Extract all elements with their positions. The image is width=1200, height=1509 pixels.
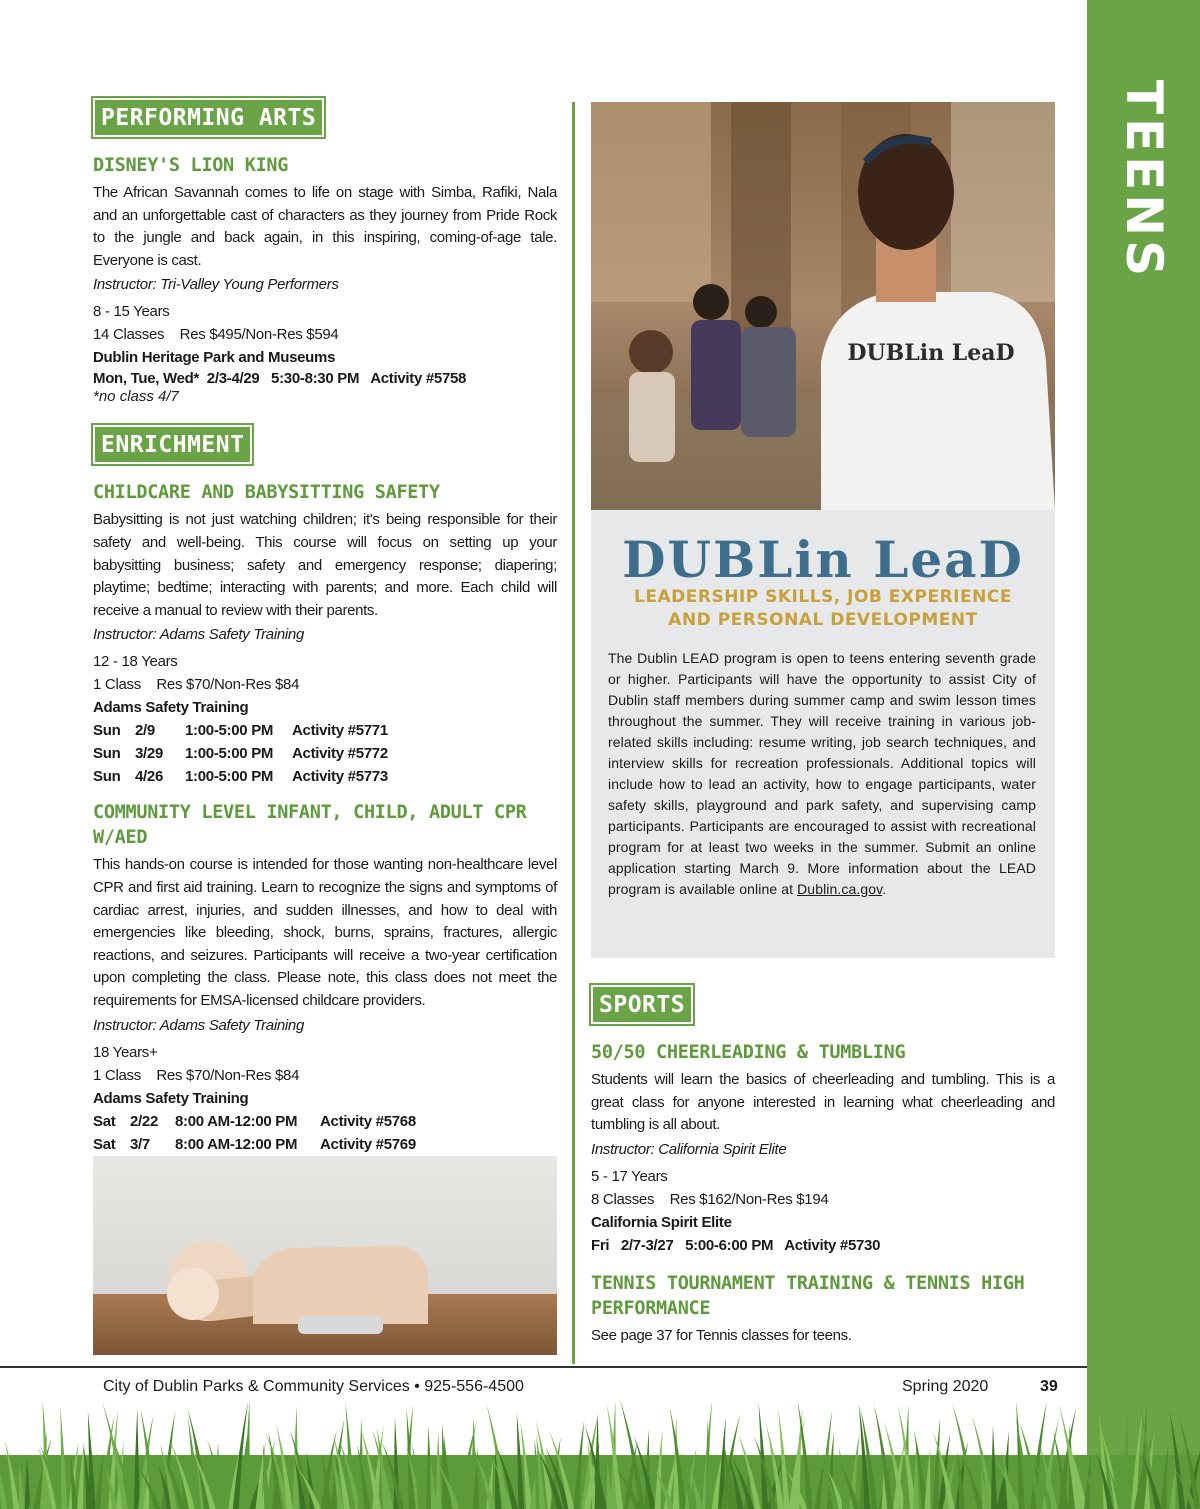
course-location: Adams Safety Training — [93, 699, 249, 717]
course-ages: 12 - 18 Years — [93, 653, 178, 671]
course-title-tennis: TENNIS TOURNAMENT TRAINING & TENNIS HIGH PERFORMANCE — [591, 1272, 1025, 1319]
course-title-cheerleading: 50/50 CHEERLEADING & TUMBLING — [591, 1042, 906, 1063]
column-divider — [572, 102, 575, 1364]
course-pricing: 14 Classes Res $495/Non-Res $594 — [93, 326, 339, 344]
cpr-mannequin-photo — [93, 1156, 557, 1355]
right-column-sports — [591, 985, 1055, 1347]
course-instructor: Instructor: Tri-Valley Young Performers — [93, 276, 339, 294]
section-performing-arts: PERFORMING ARTS — [93, 98, 324, 137]
course-description: Students will learn the basics of cheerleading and tumbling. This is a great class for anyone interested in learning what cheerleading and tumbling is all about. — [591, 1071, 1055, 1134]
lead-description: The Dublin LEAD program is open to teens entering seventh grade or higher. Participants will have the opportunity to assist City of Dublin staff members during summer camp and swim lesson times throughout the summer. They will receive training in various job-related skills including: resume writing, job search techniques, and interview skills for recreation professionals. Additional topics will include how to lead an activity, how to engage participants, water safety skills, playground and park safety, and supervising camp participants. Participants are encouraged to assist with recreational program for at least two weeks in the summer. Submit an online application starting March 9. More information about the LEAD program is available online at Dublin.ca.gov. — [608, 650, 1036, 897]
footer-season: Spring 2020 — [902, 1378, 989, 1395]
footer-rule — [0, 1366, 1087, 1368]
course-pricing: 1 Class Res $70/Non-Res $84 — [93, 1066, 300, 1084]
grass-decoration — [0, 1395, 1200, 1509]
course-instructor: Instructor: Adams Safety Training — [93, 626, 305, 644]
shirt-text: DUBLin LeaD — [847, 340, 1015, 366]
course-description: Babysitting is not just watching children; it's being responsible for their safety and well-being. This course will focus on setting up your babysitting business; safety and emergency response; diapering; playtime; bedtime; interacting with parents; and more. Each child will receive a manual to review with their parents. — [93, 511, 557, 619]
course-title-babysitting: CHILDCARE AND BABYSITTING SAFETY — [93, 482, 440, 504]
session-row: Sun 4/26 1:00-5:00 PM Activity #5773 — [93, 768, 388, 786]
dublin-lead-photo — [591, 102, 1055, 510]
footer-page-number: 39 — [1040, 1378, 1058, 1395]
session-row: Sun 3/29 1:00-5:00 PM Activity #5772 — [93, 745, 388, 763]
sidebar-label: TEENS — [1114, 79, 1173, 281]
course-instructor: Instructor: California Spirit Elite — [591, 1140, 787, 1158]
course-location: Adams Safety Training — [93, 1089, 249, 1107]
session-row: Sun 2/9 1:00-5:00 PM Activity #5771 — [93, 722, 388, 740]
course-ages: 8 - 15 Years — [93, 303, 170, 321]
course-instructor: Instructor: Adams Safety Training — [93, 1016, 305, 1034]
course-location: Dublin Heritage Park and Museums — [93, 349, 336, 367]
lead-subtitle: LEADERSHIP SKILLS, JOB EXPERIENCE AND PERSONAL DEVELOPMENT — [634, 587, 1012, 630]
session-row: Sat 2/22 8:00 AM-12:00 PM Activity #5768 — [93, 1112, 416, 1130]
course-description: The African Savannah comes to life on stage with Simba, Rafiki, Nala and an unforgettable cast of characters as they journey from Pride Rock to the jungle and back again, in this inspiring, coming-of-age tale. Everyone is cast. — [93, 184, 557, 269]
section-sports: SPORTS — [591, 985, 693, 1024]
course-pricing: 8 Classes Res $162/Non-Res $194 — [591, 1190, 829, 1208]
course-description: See page 37 for Tennis classes for teens. — [591, 1326, 852, 1344]
lead-link[interactable]: Dublin.ca.gov — [797, 881, 883, 897]
dublin-lead-box — [591, 510, 1055, 958]
lead-title: DUBLin LeaD — [622, 530, 1024, 589]
course-location: California Spirit Elite — [591, 1213, 732, 1231]
course-schedule: Fri 2/7-3/27 5:00-6:00 PM Activity #5730 — [591, 1236, 881, 1254]
course-title-cpr: COMMUNITY LEVEL INFANT, CHILD, ADULT CPR W/AED — [93, 802, 527, 849]
session-row: Sat 3/7 8:00 AM-12:00 PM Activity #5769 — [93, 1135, 416, 1153]
course-description: This hands-on course is intended for those wanting non-healthcare level CPR and first aid training. Learn to recognize the signs and symptoms of cardiac arrest, injuries, and sudden illnesses, and how to deal with emergencies like bleeding, shock, burns, sprains, fractures, allergic reactions, and seizures. Participants will receive a two-year certification upon completing the class. Please note, this class does not meet the requirements for EMSA-licensed childcare providers. — [93, 856, 557, 1009]
course-title-lion-king: DISNEY'S LION KING — [93, 155, 289, 176]
course-note: *no class 4/7 — [93, 388, 179, 406]
course-ages: 5 - 17 Years — [591, 1167, 668, 1185]
footer-org: City of Dublin Parks & Community Services • 925-556-4500 — [103, 1378, 524, 1395]
section-enrichment: ENRICHMENT — [93, 425, 252, 464]
course-pricing: 1 Class Res $70/Non-Res $84 — [93, 676, 300, 694]
course-schedule: Mon, Tue, Wed* 2/3-4/29 5:30-8:30 PM Activity #5758 — [93, 370, 467, 388]
left-column — [93, 98, 557, 1179]
course-ages: 18 Years+ — [93, 1043, 158, 1061]
